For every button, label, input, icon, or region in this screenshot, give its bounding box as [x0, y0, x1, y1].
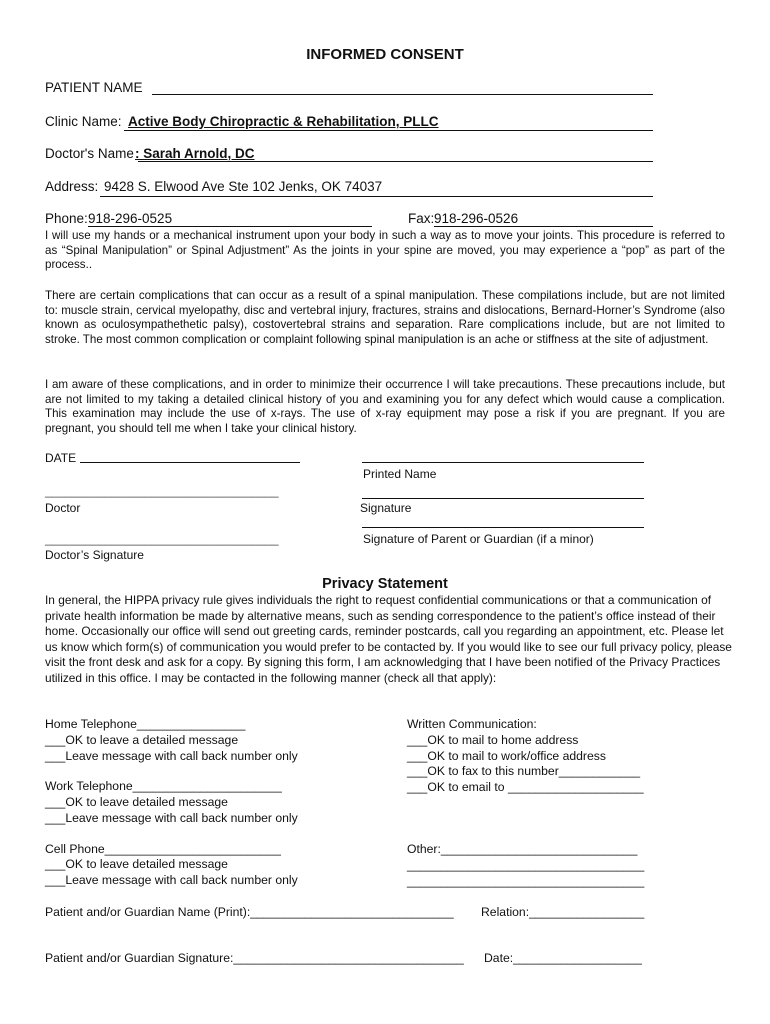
doctor-name-value: : Sarah Arnold, DC [135, 146, 255, 161]
fax-option[interactable]: ___OK to fax to this number____________ [407, 764, 641, 778]
doctor-name-field[interactable] [138, 161, 653, 162]
address-value: 9428 S. Elwood Ave Ste 102 Jenks, OK 74037 [104, 179, 383, 194]
cell-phone-label[interactable]: Cell Phone__________________________ [45, 842, 281, 856]
patient-name-label: PATIENT NAME [45, 80, 143, 95]
clinic-name-field[interactable] [124, 130, 653, 131]
privacy-title: Privacy Statement [322, 576, 448, 592]
parent-signature-field[interactable] [362, 527, 644, 528]
work-telephone-label[interactable]: Work Telephone______________________ [45, 779, 282, 793]
patient-name-field[interactable] [152, 94, 653, 95]
mail-home-option[interactable]: ___OK to mail to home address [407, 733, 579, 747]
doctor-signature-label: Doctor’s Signature [45, 548, 144, 562]
other-line-1[interactable]: ___________________________________ [407, 858, 645, 872]
fax-label: Fax: [408, 211, 435, 226]
date-field[interactable] [80, 462, 300, 463]
phone-value: 918-296-0525 [88, 211, 173, 226]
signature-label: Signature [360, 501, 412, 515]
cell-ok-detailed-option[interactable]: ___OK to leave detailed message [45, 857, 228, 871]
doctor-name-label: Doctor's Name [45, 146, 134, 161]
consent-paragraph-2: There are certain complications that can occur as a result of a spinal manipulation. These compilations include, but are not limited to: muscle strain, cervical myelopathy, disc and vertebral injury, fractures, strains and dislocations, Bernard-Horner’s Syndrome (also known as oculosympathethetic palsy), costovertebral strains and separation. Rare complications include, but are not limited to stroke. The most common complication or complaint following spinal manipulation is an ache or stiffness at the site of adjustment. [45, 289, 725, 346]
date-label: DATE [45, 451, 77, 465]
printed-name-label: Printed Name [363, 467, 437, 481]
mail-work-option[interactable]: ___OK to mail to work/office address [407, 749, 606, 763]
other-label[interactable]: Other:_____________________________ [407, 842, 638, 856]
doctor-signature-blank[interactable]: ___________________________________ [45, 532, 279, 546]
guardian-signature-field[interactable]: Patient and/or Guardian Signature:__________________________________ [45, 951, 464, 965]
guardian-name-field[interactable]: Patient and/or Guardian Name (Print):______________________________ [45, 905, 454, 919]
clinic-name-label: Clinic Name: [45, 114, 122, 129]
cell-callback-option[interactable]: ___Leave message with call back number only [45, 873, 298, 887]
address-field[interactable] [100, 196, 653, 197]
printed-name-field[interactable] [362, 462, 644, 463]
home-telephone-label[interactable]: Home Telephone________________ [45, 717, 246, 731]
consent-paragraph-3: I am aware of these complications, and in order to minimize their occurrence I will take precautions. These precautions include, but are not limited to my taking a detailed clinical history of you and examining you for any defect which would cause a complication. This examination may include the use of x-rays. The use of x-ray equipment may pose a risk if you are pregnant. If you are pregnant, you should tell me when I take your clinical history. [45, 378, 725, 435]
fax-field[interactable] [434, 226, 653, 227]
privacy-text: In general, the HIPPA privacy rule gives individuals the right to request confidential communications or that a communication of private health information be made by alternative means, such as sending correspondence to the patient’s office instead of their home. Occasionally our office will send out greeting cards, reminder postcards, call you regarding an appointment, etc. Please let us know which form(s) of communication you would prefer to be contacted by. If you would like to see our full privacy policy, please visit the front desk and ask for a copy. By signing this form, I am acknowledging that I have been notified of the Privacy Practices utilized in this office. I may be contacted in the following manner (check all that apply): [45, 593, 732, 685]
consent-paragraph-1: I will use my hands or a mechanical instrument upon your body in such a way as to move your joints. This procedure is referred to as “Spinal Manipulation” or Spinal Adjustment” As the joints in your spine are moved, you may experience a “pop” as part of the process.. [45, 229, 725, 271]
doctor-blank-line[interactable]: ___________________________________ [45, 484, 279, 498]
signature-field[interactable] [362, 498, 644, 499]
page-title: INFORMED CONSENT [306, 46, 464, 63]
doctor-label: Doctor [45, 501, 81, 515]
phone-field[interactable] [88, 226, 372, 227]
email-option[interactable]: ___OK to email to ____________________ [407, 780, 644, 794]
date-footer-field[interactable]: Date:___________________ [484, 951, 642, 965]
fax-value: 918-296-0526 [434, 211, 519, 226]
parent-signature-label: Signature of Parent or Guardian (if a minor) [363, 532, 594, 546]
clinic-name-value: Active Body Chiropractic & Rehabilitation, PLLC [128, 114, 439, 129]
work-ok-detailed-option[interactable]: ___OK to leave detailed message [45, 795, 228, 809]
home-callback-option[interactable]: ___Leave message with call back number only [45, 749, 298, 763]
other-line-2[interactable]: ___________________________________ [407, 874, 645, 888]
relation-field[interactable]: Relation:_________________ [481, 905, 645, 919]
home-ok-detailed-option[interactable]: ___OK to leave a detailed message [45, 733, 239, 747]
address-label: Address: [45, 179, 99, 194]
work-callback-option[interactable]: ___Leave message with call back number only [45, 811, 298, 825]
phone-label: Phone: [45, 211, 88, 226]
written-communication-label: Written Communication: [407, 717, 537, 731]
